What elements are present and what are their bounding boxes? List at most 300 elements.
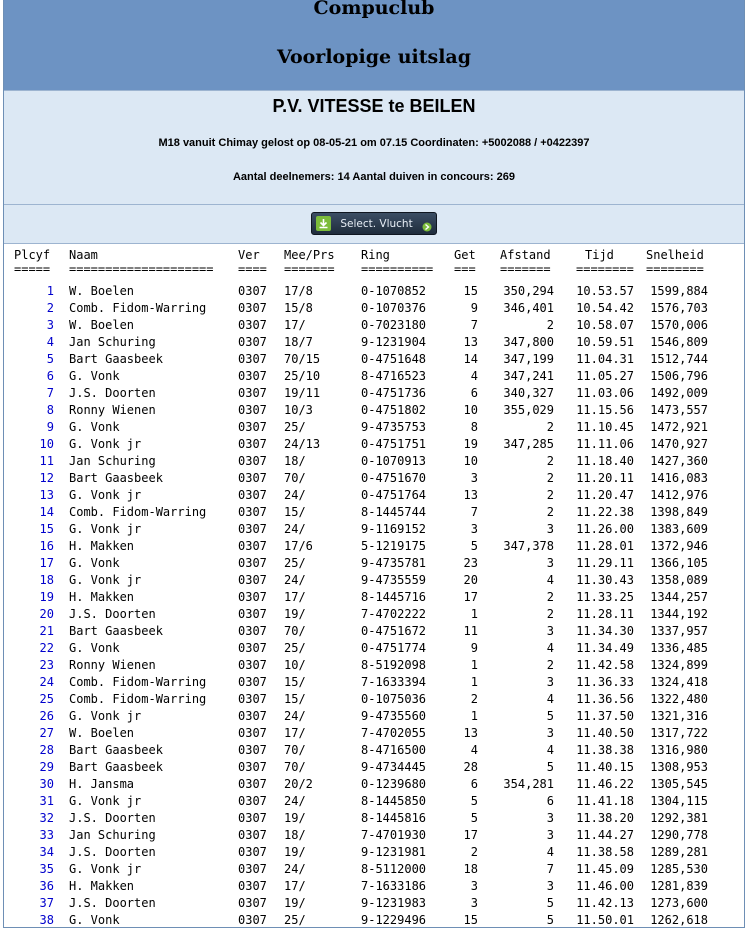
- cell-time: 11.46.00: [576, 879, 634, 893]
- cell-speed: 1576,703: [650, 301, 708, 315]
- table-row: [4, 317, 744, 334]
- cell-rank[interactable]: 6: [46, 369, 54, 383]
- cell-rank[interactable]: 32: [39, 811, 54, 825]
- cell-name: J.S. Doorten: [69, 607, 156, 621]
- column-header-marked: Get: [454, 248, 476, 262]
- cell-rank[interactable]: 27: [39, 726, 54, 740]
- cell-time: 10.58.07: [576, 318, 634, 332]
- cell-entries: 17/6: [284, 539, 313, 553]
- cell-distance: 3: [546, 522, 554, 536]
- cell-club-code: 0307: [238, 318, 267, 332]
- cell-rank[interactable]: 18: [39, 573, 54, 587]
- cell-marked: 10: [463, 403, 478, 417]
- cell-speed: 1322,480: [650, 692, 708, 706]
- select-flight-button[interactable]: [311, 212, 437, 235]
- cell-ring-number: 0-4751672: [361, 624, 427, 638]
- cell-time: 11.04.31: [576, 352, 634, 366]
- cell-rank[interactable]: 24: [39, 675, 54, 689]
- cell-entries: 25/: [284, 641, 306, 655]
- cell-time: 11.03.06: [576, 386, 634, 400]
- cell-name: W. Boelen: [69, 318, 135, 332]
- table-row: [4, 861, 744, 878]
- cell-rank[interactable]: 7: [46, 386, 54, 400]
- cell-marked: 2: [470, 692, 478, 706]
- cell-name: Bart Gaasbeek: [69, 624, 163, 638]
- table-row: [4, 776, 744, 793]
- cell-rank[interactable]: 35: [39, 862, 54, 876]
- cell-name: Comb. Fidom-Warring: [69, 692, 207, 706]
- cell-ring-number: 8-1445716: [361, 590, 427, 604]
- cell-rank[interactable]: 15: [39, 522, 54, 536]
- cell-ring-number: 8-5112000: [361, 862, 427, 876]
- cell-entries: 10/: [284, 658, 306, 672]
- cell-marked: 3: [470, 879, 478, 893]
- cell-rank[interactable]: 13: [39, 488, 54, 502]
- cell-distance: 355,029: [503, 403, 554, 417]
- cell-club-code: 0307: [238, 301, 267, 315]
- cell-time: 11.10.45: [576, 420, 634, 434]
- cell-club-code: 0307: [238, 369, 267, 383]
- cell-club-code: 0307: [238, 505, 267, 519]
- cell-rank[interactable]: 8: [46, 403, 54, 417]
- cell-entries: 70/: [284, 471, 306, 485]
- cell-distance: 3: [546, 675, 554, 689]
- cell-rank[interactable]: 31: [39, 794, 54, 808]
- cell-name: Bart Gaasbeek: [69, 743, 163, 757]
- cell-distance: 4: [546, 573, 554, 587]
- cell-time: 10.53.57: [576, 284, 634, 298]
- cell-marked: 8: [470, 420, 478, 434]
- cell-distance: 340,327: [503, 386, 554, 400]
- cell-rank[interactable]: 21: [39, 624, 54, 638]
- cell-entries: 18/: [284, 454, 306, 468]
- cell-marked: 13: [463, 726, 478, 740]
- cell-rank[interactable]: 14: [39, 505, 54, 519]
- cell-ring-number: 9-1231983: [361, 896, 427, 910]
- cell-ring-number: 7-4702055: [361, 726, 427, 740]
- cell-ring-number: 0-4751802: [361, 403, 427, 417]
- cell-distance: 347,241: [503, 369, 554, 383]
- cell-name: Jan Schuring: [69, 828, 156, 842]
- cell-distance: 2: [546, 318, 554, 332]
- cell-entries: 15/: [284, 692, 306, 706]
- cell-name: Comb. Fidom-Warring: [69, 301, 207, 315]
- cell-time: 11.18.40: [576, 454, 634, 468]
- column-header-ring-number: Ring: [361, 248, 390, 262]
- cell-name: W. Boelen: [69, 284, 135, 298]
- table-row: [4, 691, 744, 708]
- cell-marked: 28: [463, 760, 478, 774]
- table-row: [4, 623, 744, 640]
- table-row: [4, 334, 744, 351]
- cell-club-code: 0307: [238, 879, 267, 893]
- cell-rank[interactable]: 30: [39, 777, 54, 791]
- table-row: [4, 606, 744, 623]
- cell-club-code: 0307: [238, 743, 267, 757]
- cell-speed: 1324,418: [650, 675, 708, 689]
- cell-marked: 6: [470, 386, 478, 400]
- cell-rank[interactable]: 25: [39, 692, 54, 706]
- cell-club-code: 0307: [238, 641, 267, 655]
- cell-speed: 1281,839: [650, 879, 708, 893]
- table-row: [4, 555, 744, 572]
- cell-marked: 1: [470, 675, 478, 689]
- cell-entries: 70/: [284, 760, 306, 774]
- flight-details: M18 vanuit Chimay gelost op 08-05-21 om 07.15 Coordinaten: +5002088 / +0422397: [158, 137, 590, 149]
- cell-marked: 17: [463, 828, 478, 842]
- table-row: [4, 810, 744, 827]
- cell-club-code: 0307: [238, 811, 267, 825]
- cell-time: 11.38.38: [576, 743, 634, 757]
- cell-club-code: 0307: [238, 692, 267, 706]
- cell-name: G. Vonk jr: [69, 437, 142, 451]
- cell-speed: 1316,980: [650, 743, 708, 757]
- cell-name: G. Vonk: [69, 556, 120, 570]
- cell-distance: 2: [546, 505, 554, 519]
- cell-marked: 2: [470, 845, 478, 859]
- cell-time: 11.15.56: [576, 403, 634, 417]
- cell-speed: 1337,957: [650, 624, 708, 638]
- cell-rank[interactable]: 4: [46, 335, 54, 349]
- cell-entries: 17/: [284, 879, 306, 893]
- cell-club-code: 0307: [238, 624, 267, 638]
- separator-rank: =====: [14, 262, 51, 276]
- race-info-panel: [4, 90, 744, 205]
- separator-name: ====================: [69, 262, 214, 276]
- cell-club-code: 0307: [238, 335, 267, 349]
- cell-time: 11.20.47: [576, 488, 634, 502]
- cell-club-code: 0307: [238, 539, 267, 553]
- cell-time: 11.30.43: [576, 573, 634, 587]
- cell-time: 11.28.11: [576, 607, 634, 621]
- cell-rank[interactable]: 23: [39, 658, 54, 672]
- cell-speed: 1512,744: [650, 352, 708, 366]
- cell-distance: 5: [546, 896, 554, 910]
- cell-ring-number: 8-5192098: [361, 658, 427, 672]
- cell-ring-number: 0-7023180: [361, 318, 427, 332]
- cell-speed: 1546,809: [650, 335, 708, 349]
- cell-ring-number: 0-1070376: [361, 301, 427, 315]
- cell-marked: 3: [470, 471, 478, 485]
- cell-ring-number: 0-1070852: [361, 284, 427, 298]
- table-row: [4, 300, 744, 317]
- cell-marked: 3: [470, 522, 478, 536]
- results-page: [3, 0, 745, 928]
- cell-rank[interactable]: 1: [46, 284, 54, 298]
- table-row: [4, 912, 744, 928]
- cell-time: 11.42.13: [576, 896, 634, 910]
- cell-distance: 7: [546, 862, 554, 876]
- cell-speed: 1427,360: [650, 454, 708, 468]
- cell-entries: 24/: [284, 522, 306, 536]
- cell-entries: 10/3: [284, 403, 313, 417]
- cell-entries: 20/2: [284, 777, 313, 791]
- cell-speed: 1366,105: [650, 556, 708, 570]
- cell-entries: 70/15: [284, 352, 321, 366]
- association-name: P.V. VITESSE te BEILEN: [272, 96, 476, 116]
- cell-distance: 3: [546, 879, 554, 893]
- cell-club-code: 0307: [238, 658, 267, 672]
- table-row: [4, 827, 744, 844]
- cell-distance: 347,800: [503, 335, 554, 349]
- cell-entries: 24/: [284, 794, 306, 808]
- table-row: [4, 385, 744, 402]
- separator-club-code: ====: [238, 262, 267, 276]
- cell-marked: 4: [470, 369, 478, 383]
- table-row: [4, 640, 744, 657]
- cell-time: 11.37.50: [576, 709, 634, 723]
- cell-name: H. Makken: [69, 539, 135, 553]
- cell-ring-number: 7-4702222: [361, 607, 427, 621]
- header-banner: [4, 0, 744, 90]
- cell-distance: 3: [546, 556, 554, 570]
- cell-club-code: 0307: [238, 913, 267, 927]
- cell-rank[interactable]: 28: [39, 743, 54, 757]
- cell-ring-number: 8-1445850: [361, 794, 427, 808]
- cell-rank[interactable]: 17: [39, 556, 54, 570]
- column-header-club-code: Ver: [238, 248, 260, 262]
- cell-ring-number: 9-4735781: [361, 556, 427, 570]
- cell-club-code: 0307: [238, 607, 267, 621]
- cell-name: Jan Schuring: [69, 335, 156, 349]
- table-row: [4, 725, 744, 742]
- cell-distance: 2: [546, 488, 554, 502]
- table-row: [4, 436, 744, 453]
- button-bar: [4, 205, 744, 244]
- cell-name: G. Vonk jr: [69, 488, 142, 502]
- cell-speed: 1290,778: [650, 828, 708, 842]
- cell-marked: 5: [470, 539, 478, 553]
- cell-rank[interactable]: 12: [39, 471, 54, 485]
- cell-time: 10.59.51: [576, 335, 634, 349]
- cell-speed: 1308,953: [650, 760, 708, 774]
- cell-speed: 1599,884: [650, 284, 708, 298]
- cell-rank[interactable]: 38: [39, 913, 54, 927]
- cell-speed: 1317,722: [650, 726, 708, 740]
- cell-rank[interactable]: 36: [39, 879, 54, 893]
- cell-rank[interactable]: 9: [46, 420, 54, 434]
- cell-entries: 25/: [284, 913, 306, 927]
- cell-distance: 4: [546, 641, 554, 655]
- cell-club-code: 0307: [238, 488, 267, 502]
- cell-name: G. Vonk: [69, 420, 120, 434]
- table-row: [4, 895, 744, 912]
- cell-distance: 4: [546, 845, 554, 859]
- cell-ring-number: 0-4751764: [361, 488, 427, 502]
- cell-distance: 5: [546, 709, 554, 723]
- cell-ring-number: 8-1445816: [361, 811, 427, 825]
- table-row: [4, 589, 744, 606]
- cell-ring-number: 0-1070913: [361, 454, 427, 468]
- cell-time: 11.28.01: [576, 539, 634, 553]
- cell-marked: 7: [470, 318, 478, 332]
- cell-name: H. Jansma: [69, 777, 135, 791]
- cell-rank[interactable]: 26: [39, 709, 54, 723]
- cell-name: W. Boelen: [69, 726, 135, 740]
- cell-club-code: 0307: [238, 675, 267, 689]
- cell-rank[interactable]: 11: [39, 454, 54, 468]
- cell-marked: 20: [463, 573, 478, 587]
- cell-time: 11.38.58: [576, 845, 634, 859]
- table-separator: [4, 261, 744, 278]
- cell-rank[interactable]: 20: [39, 607, 54, 621]
- cell-rank[interactable]: 22: [39, 641, 54, 655]
- cell-name: G. Vonk: [69, 641, 120, 655]
- cell-club-code: 0307: [238, 726, 267, 740]
- cell-speed: 1372,946: [650, 539, 708, 553]
- cell-marked: 5: [470, 794, 478, 808]
- cell-club-code: 0307: [238, 522, 267, 536]
- cell-name: G. Vonk jr: [69, 709, 142, 723]
- cell-name: Ronny Wienen: [69, 403, 156, 417]
- cell-distance: 3: [546, 828, 554, 842]
- cell-club-code: 0307: [238, 760, 267, 774]
- cell-marked: 1: [470, 658, 478, 672]
- cell-speed: 1398,849: [650, 505, 708, 519]
- cell-marked: 7: [470, 505, 478, 519]
- cell-marked: 18: [463, 862, 478, 876]
- cell-distance: 6: [546, 794, 554, 808]
- cell-marked: 14: [463, 352, 478, 366]
- cell-ring-number: 7-1633186: [361, 879, 427, 893]
- table-row: [4, 793, 744, 810]
- cell-speed: 1344,192: [650, 607, 708, 621]
- cell-ring-number: 8-4716523: [361, 369, 427, 383]
- cell-time: 10.54.42: [576, 301, 634, 315]
- cell-speed: 1506,796: [650, 369, 708, 383]
- table-row: [4, 538, 744, 555]
- cell-time: 11.26.00: [576, 522, 634, 536]
- cell-ring-number: 0-4751774: [361, 641, 427, 655]
- cell-marked: 3: [470, 896, 478, 910]
- cell-name: G. Vonk jr: [69, 794, 142, 808]
- cell-time: 11.50.01: [576, 913, 634, 927]
- cell-entries: 19/11: [284, 386, 321, 400]
- cell-ring-number: 8-1445744: [361, 505, 427, 519]
- cell-distance: 2: [546, 471, 554, 485]
- cell-ring-number: 9-1169152: [361, 522, 427, 536]
- cell-rank[interactable]: 19: [39, 590, 54, 604]
- cell-club-code: 0307: [238, 794, 267, 808]
- cell-speed: 1292,381: [650, 811, 708, 825]
- cell-ring-number: 0-4751648: [361, 352, 427, 366]
- cell-distance: 2: [546, 420, 554, 434]
- cell-distance: 2: [546, 658, 554, 672]
- cell-marked: 10: [463, 454, 478, 468]
- cell-distance: 4: [546, 692, 554, 706]
- cell-speed: 1383,609: [650, 522, 708, 536]
- cell-marked: 4: [470, 743, 478, 757]
- cell-ring-number: 8-4716500: [361, 743, 427, 757]
- cell-marked: 1: [470, 709, 478, 723]
- cell-entries: 24/: [284, 488, 306, 502]
- cell-name: Bart Gaasbeek: [69, 352, 163, 366]
- cell-speed: 1289,281: [650, 845, 708, 859]
- cell-name: G. Vonk jr: [69, 522, 142, 536]
- cell-marked: 13: [463, 335, 478, 349]
- cell-speed: 1492,009: [650, 386, 708, 400]
- cell-distance: 354,281: [503, 777, 554, 791]
- cell-distance: 2: [546, 590, 554, 604]
- cell-speed: 1472,921: [650, 420, 708, 434]
- cell-entries: 19/: [284, 845, 306, 859]
- cell-ring-number: 9-1229496: [361, 913, 427, 927]
- table-row: [4, 351, 744, 368]
- cell-time: 11.40.50: [576, 726, 634, 740]
- select-flight-label: Select. Vlucht: [340, 217, 413, 230]
- cell-time: 11.29.11: [576, 556, 634, 570]
- cell-club-code: 0307: [238, 454, 267, 468]
- cell-rank[interactable]: 37: [39, 896, 54, 910]
- cell-ring-number: 9-4735559: [361, 573, 427, 587]
- cell-entries: 70/: [284, 624, 306, 638]
- table-row: [4, 708, 744, 725]
- cell-speed: 1358,089: [650, 573, 708, 587]
- table-row: [4, 521, 744, 538]
- cell-marked: 9: [470, 641, 478, 655]
- table-row: [4, 402, 744, 419]
- table-row: [4, 368, 744, 385]
- cell-time: 11.11.06: [576, 437, 634, 451]
- cell-name: G. Vonk: [69, 369, 120, 383]
- cell-entries: 17/: [284, 726, 306, 740]
- cell-time: 11.05.27: [576, 369, 634, 383]
- cell-rank[interactable]: 33: [39, 828, 54, 842]
- cell-marked: 17: [463, 590, 478, 604]
- cell-name: Ronny Wienen: [69, 658, 156, 672]
- cell-distance: 5: [546, 760, 554, 774]
- cell-rank[interactable]: 10: [39, 437, 54, 451]
- cell-entries: 17/: [284, 590, 306, 604]
- cell-ring-number: 0-1075036: [361, 692, 427, 706]
- cell-time: 11.44.27: [576, 828, 634, 842]
- cell-club-code: 0307: [238, 862, 267, 876]
- cell-name: Bart Gaasbeek: [69, 471, 163, 485]
- table-row: [4, 470, 744, 487]
- cell-time: 11.38.20: [576, 811, 634, 825]
- cell-distance: 347,199: [503, 352, 554, 366]
- cell-ring-number: 0-1239680: [361, 777, 427, 791]
- cell-rank[interactable]: 5: [46, 352, 54, 366]
- cell-entries: 24/: [284, 573, 306, 587]
- cell-rank[interactable]: 3: [46, 318, 54, 332]
- table-row: [4, 504, 744, 521]
- download-icon: [316, 216, 331, 231]
- separator-marked: ===: [454, 262, 476, 276]
- cell-speed: 1473,557: [650, 403, 708, 417]
- cell-entries: 18/: [284, 828, 306, 842]
- cell-club-code: 0307: [238, 352, 267, 366]
- cell-name: H. Makken: [69, 879, 135, 893]
- cell-marked: 11: [463, 624, 478, 638]
- cell-club-code: 0307: [238, 709, 267, 723]
- cell-marked: 23: [463, 556, 478, 570]
- cell-rank[interactable]: 2: [46, 301, 54, 315]
- cell-rank[interactable]: 16: [39, 539, 54, 553]
- cell-entries: 17/: [284, 318, 306, 332]
- cell-rank[interactable]: 34: [39, 845, 54, 859]
- cell-ring-number: 9-4735753: [361, 420, 427, 434]
- cell-entries: 19/: [284, 607, 306, 621]
- cell-entries: 19/: [284, 896, 306, 910]
- cell-ring-number: 9-4735560: [361, 709, 427, 723]
- cell-ring-number: 0-4751670: [361, 471, 427, 485]
- cell-distance: 2: [546, 607, 554, 621]
- cell-rank[interactable]: 29: [39, 760, 54, 774]
- separator-speed: ========: [646, 262, 704, 276]
- cell-time: 11.40.15: [576, 760, 634, 774]
- cell-name: G. Vonk: [69, 913, 120, 927]
